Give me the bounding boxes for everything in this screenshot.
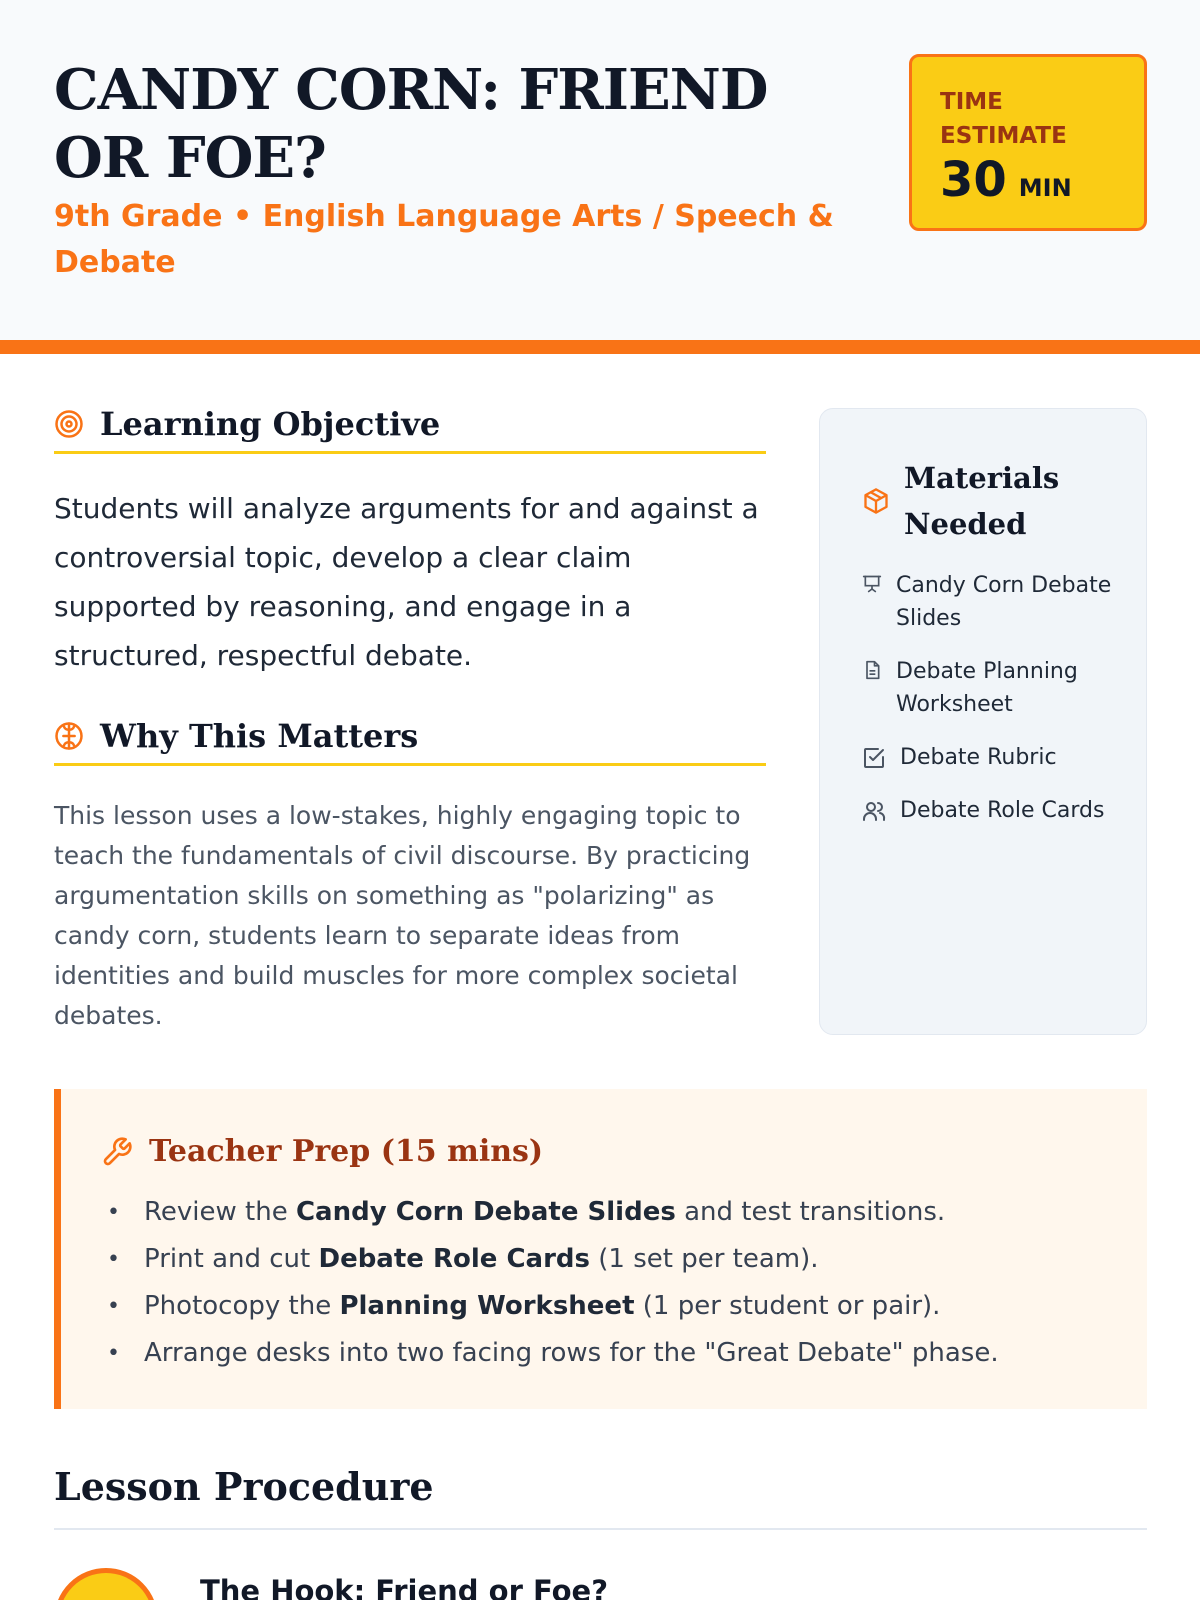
materials-heading	[862, 455, 1060, 547]
page-title: CANDY CORN: FRIEND OR FOE?	[54, 57, 768, 191]
checkbox-icon	[862, 746, 886, 770]
materials-title: Materials Needed	[904, 461, 1060, 541]
wrench-icon	[101, 1136, 133, 1168]
prep-item-text: Photocopy the Planning Worksheet (1 per student or pair).	[144, 1291, 941, 1321]
material-item	[862, 794, 1132, 827]
prep-item	[107, 1236, 999, 1283]
target-icon	[54, 409, 84, 439]
bullet-icon: •	[107, 1200, 120, 1225]
prep-item-text: Print and cut Debate Role Cards (1 set per team).	[144, 1244, 819, 1274]
procedure-title: Lesson Procedure	[54, 1464, 434, 1509]
time-estimate-value	[940, 152, 1144, 208]
why-text: This lesson uses a low-stakes, highly engaging topic to teach the fundamentals of civil discourse. By practicing argumentation skills on something as "polarizing" as candy corn, students learn to separate ideas from identities and build muscles for more complex societal debates.	[54, 801, 751, 1030]
teacher-prep-list	[107, 1189, 999, 1377]
materials-card	[819, 408, 1147, 1035]
presentation-icon	[862, 574, 882, 594]
material-label: Debate Rubric	[900, 745, 1057, 770]
material-item	[862, 741, 1132, 774]
why-heading	[54, 708, 766, 766]
time-estimate-number: 30	[940, 152, 1007, 208]
objective-heading	[54, 396, 766, 454]
bullet-icon: •	[107, 1247, 120, 1272]
material-label: Debate Role Cards	[900, 798, 1105, 823]
brain-icon	[54, 721, 84, 751]
why-title: Why This Matters	[100, 716, 419, 755]
step-title: The Hook: Friend or Foe?	[200, 1574, 609, 1600]
material-item	[862, 569, 1132, 635]
bullet-icon: •	[107, 1341, 120, 1366]
prep-item	[107, 1283, 999, 1330]
teacher-prep-heading	[101, 1134, 543, 1169]
prep-item	[107, 1189, 999, 1236]
material-label: Candy Corn Debate Slides	[896, 573, 1112, 631]
users-icon	[862, 799, 886, 823]
time-estimate-unit: MIN	[1018, 174, 1072, 202]
step-number-badge	[54, 1568, 158, 1600]
material-item	[862, 655, 1132, 721]
time-estimate-label: TIME ESTIMATE	[940, 89, 1067, 149]
objective-text: Students will analyze arguments for and against a controversial topic, develop a clear claim supported by reasoning, and engage in a structured, respectful debate.	[54, 492, 759, 672]
material-label: Debate Planning Worksheet	[896, 659, 1078, 717]
time-estimate-badge	[909, 54, 1147, 231]
prep-item	[107, 1330, 999, 1377]
procedure-divider	[54, 1528, 1147, 1530]
teacher-prep-title: Teacher Prep (15 mins)	[149, 1134, 544, 1169]
page-subtitle: 9th Grade • English Language Arts / Speech & Debate	[54, 199, 834, 280]
header-divider	[0, 340, 1200, 354]
document-icon	[862, 660, 882, 680]
teacher-prep-box	[54, 1089, 1147, 1409]
objective-title: Learning Objective	[100, 404, 441, 443]
bullet-icon: •	[107, 1294, 120, 1319]
materials-list	[862, 569, 1132, 847]
package-icon	[862, 487, 890, 515]
prep-item-text: Review the Candy Corn Debate Slides and test transitions.	[144, 1197, 946, 1227]
page-header	[0, 0, 1200, 340]
prep-item-text: Arrange desks into two facing rows for the "Great Debate" phase.	[144, 1338, 999, 1368]
